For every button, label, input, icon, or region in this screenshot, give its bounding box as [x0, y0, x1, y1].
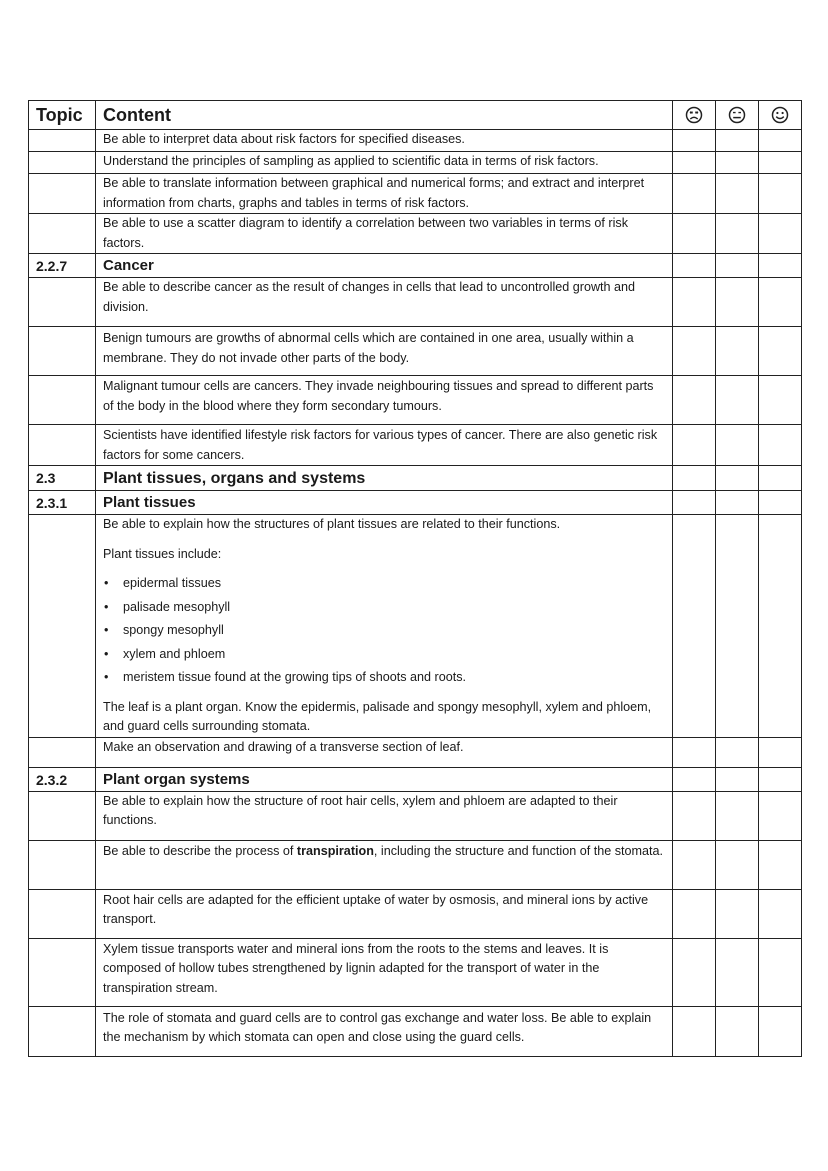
list-item: • epidermal tissues — [103, 574, 666, 594]
section-row — [29, 767, 802, 791]
table-row — [29, 791, 802, 840]
happy-tick-box[interactable] — [759, 1006, 802, 1056]
sad-tick-box[interactable] — [673, 278, 716, 327]
list-item: • meristem tissue found at the growing tips of shoots and roots. — [103, 668, 666, 688]
section-title: Plant tissues, organs and systems — [96, 466, 673, 491]
neutral-tick-box[interactable] — [716, 130, 759, 152]
sad-tick-box[interactable] — [673, 327, 716, 376]
happy-tick-box[interactable] — [759, 174, 802, 214]
sad-tick-box[interactable] — [673, 1006, 716, 1056]
neutral-tick-box[interactable] — [716, 174, 759, 214]
sad-tick-box[interactable] — [673, 791, 716, 840]
section-row — [29, 491, 802, 515]
sad-tick-box[interactable] — [673, 214, 716, 254]
table-row — [29, 938, 802, 1006]
neutral-tick-box[interactable] — [716, 278, 759, 327]
sad-tick-box[interactable] — [673, 515, 716, 738]
neutral-tick-box[interactable] — [716, 152, 759, 174]
content-text: The role of stomata and guard cells are to control gas exchange and water loss. Be able to explain the mechanism by which stomata can open and close using the guard cells. — [103, 1010, 652, 1044]
sad-tick-box[interactable] — [673, 130, 716, 152]
neutral-face-icon — [728, 106, 746, 124]
neutral-face-header — [716, 101, 759, 130]
content-text: Be able to explain how the structure of root hair cells, xylem and phloem are adapted to their functions. — [103, 793, 618, 827]
sad-tick-box[interactable] — [673, 425, 716, 466]
sad-tick-box[interactable] — [673, 938, 716, 1006]
list-item: • xylem and phloem — [103, 645, 666, 665]
neutral-tick-box[interactable] — [716, 737, 759, 767]
sad-tick-box[interactable] — [673, 466, 716, 491]
happy-tick-box[interactable] — [759, 254, 802, 278]
table-row — [29, 174, 802, 214]
bullet-list — [103, 574, 666, 688]
neutral-tick-box[interactable] — [716, 214, 759, 254]
happy-tick-box[interactable] — [759, 515, 802, 738]
content-text: Plant tissues include: — [103, 546, 222, 561]
topic-number: 2.3.2 — [29, 767, 96, 791]
table-row — [29, 152, 802, 174]
happy-tick-box[interactable] — [759, 327, 802, 376]
happy-tick-box[interactable] — [759, 767, 802, 791]
happy-tick-box[interactable] — [759, 278, 802, 327]
neutral-tick-box[interactable] — [716, 515, 759, 738]
neutral-tick-box[interactable] — [716, 254, 759, 278]
neutral-tick-box[interactable] — [716, 466, 759, 491]
neutral-tick-box[interactable] — [716, 889, 759, 938]
content-text: Understand the principles of sampling as applied to scientific data in terms of risk factors. — [103, 154, 599, 168]
happy-tick-box[interactable] — [759, 152, 802, 174]
happy-tick-box[interactable] — [759, 491, 802, 515]
content-header: Content — [96, 101, 673, 130]
happy-tick-box[interactable] — [759, 938, 802, 1006]
section-row — [29, 466, 802, 491]
neutral-tick-box[interactable] — [716, 791, 759, 840]
table-row — [29, 737, 802, 767]
content-text: Xylem tissue transports water and mineral ions from the roots to the stems and leaves. It is composed of hollow tubes strengthened by lignin adapted for the transport of water in the transpiration stream. — [103, 941, 609, 995]
topic-number: 2.2.7 — [29, 254, 96, 278]
sad-tick-box[interactable] — [673, 491, 716, 515]
sad-tick-box[interactable] — [673, 889, 716, 938]
table-row — [29, 515, 802, 738]
sad-tick-box[interactable] — [673, 376, 716, 425]
table-row — [29, 1006, 802, 1056]
neutral-tick-box[interactable] — [716, 840, 759, 889]
content-text — [103, 842, 666, 862]
neutral-tick-box[interactable] — [716, 491, 759, 515]
content-text: Malignant tumour cells are cancers. They invade neighbouring tissues and spread to different parts of the body in the blood where they form secondary tumours. — [103, 379, 654, 413]
section-title: Cancer — [96, 254, 673, 278]
table-row — [29, 889, 802, 938]
sad-face-header — [673, 101, 716, 130]
text-part: , including the structure and function of the stomata. — [373, 843, 664, 858]
content-text: Benign tumours are growths of abnormal cells which are contained in one area, usually within a membrane. They do not invade other parts of the body. — [103, 331, 634, 365]
content-text: Be able to interpret data about risk factors for specified diseases. — [103, 132, 465, 146]
happy-face-header — [759, 101, 802, 130]
table-row — [29, 376, 802, 425]
content-text: Root hair cells are adapted for the efficient uptake of water by osmosis, and mineral ions by active transport. — [103, 892, 649, 926]
happy-tick-box[interactable] — [759, 214, 802, 254]
table-header — [29, 101, 802, 130]
content-text: The leaf is a plant organ. Know the epidermis, palisade and spongy mesophyll, xylem and phloem, and guard cells surrounding stomata. — [103, 699, 652, 733]
sad-tick-box[interactable] — [673, 152, 716, 174]
happy-tick-box[interactable] — [759, 791, 802, 840]
table-row — [29, 840, 802, 889]
topic-header: Topic — [29, 101, 96, 130]
happy-tick-box[interactable] — [759, 840, 802, 889]
section-title: Plant tissues — [96, 491, 673, 515]
content-text: Make an observation and drawing of a transverse section of leaf. — [103, 739, 464, 754]
sad-tick-box[interactable] — [673, 767, 716, 791]
content-text: Be able to describe cancer as the result of changes in cells that lead to uncontrolled growth and division. — [103, 280, 636, 314]
table-row — [29, 214, 802, 254]
text-part: Be able to describe the process of — [103, 843, 297, 858]
specification-table — [28, 100, 802, 1057]
content-text: Be able to use a scatter diagram to identify a correlation between two variables in terms of risk factors. — [103, 216, 628, 250]
neutral-tick-box[interactable] — [716, 767, 759, 791]
section-row — [29, 254, 802, 278]
happy-face-icon — [771, 106, 789, 124]
bold-term: transpiration — [296, 843, 374, 858]
neutral-tick-box[interactable] — [716, 938, 759, 1006]
table-row — [29, 425, 802, 466]
neutral-tick-box[interactable] — [716, 1006, 759, 1056]
happy-tick-box[interactable] — [759, 889, 802, 938]
happy-tick-box[interactable] — [759, 130, 802, 152]
sad-tick-box[interactable] — [673, 840, 716, 889]
list-item: • palisade mesophyll — [103, 598, 666, 618]
section-title: Plant organ systems — [96, 767, 673, 791]
happy-tick-box[interactable] — [759, 466, 802, 491]
list-item: • spongy mesophyll — [103, 621, 666, 641]
table-row — [29, 327, 802, 376]
topic-number: 2.3.1 — [29, 491, 96, 515]
happy-tick-box[interactable] — [759, 737, 802, 767]
content-text: Be able to explain how the structures of plant tissues are related to their functions. — [103, 517, 561, 531]
sad-tick-box[interactable] — [673, 737, 716, 767]
sad-face-icon — [685, 106, 703, 124]
topic-number: 2.3 — [29, 466, 96, 491]
happy-tick-box[interactable] — [759, 376, 802, 425]
content-text: Scientists have identified lifestyle risk factors for various types of cancer. There are also genetic risk factors for some cancers. — [103, 428, 658, 462]
neutral-tick-box[interactable] — [716, 376, 759, 425]
content-text: Be able to translate information between graphical and numerical forms; and extract and interpret information from charts, graphs and tables in terms of risk factors. — [103, 176, 645, 210]
table-row — [29, 130, 802, 152]
sad-tick-box[interactable] — [673, 174, 716, 214]
table-row — [29, 278, 802, 327]
neutral-tick-box[interactable] — [716, 327, 759, 376]
neutral-tick-box[interactable] — [716, 425, 759, 466]
sad-tick-box[interactable] — [673, 254, 716, 278]
happy-tick-box[interactable] — [759, 425, 802, 466]
